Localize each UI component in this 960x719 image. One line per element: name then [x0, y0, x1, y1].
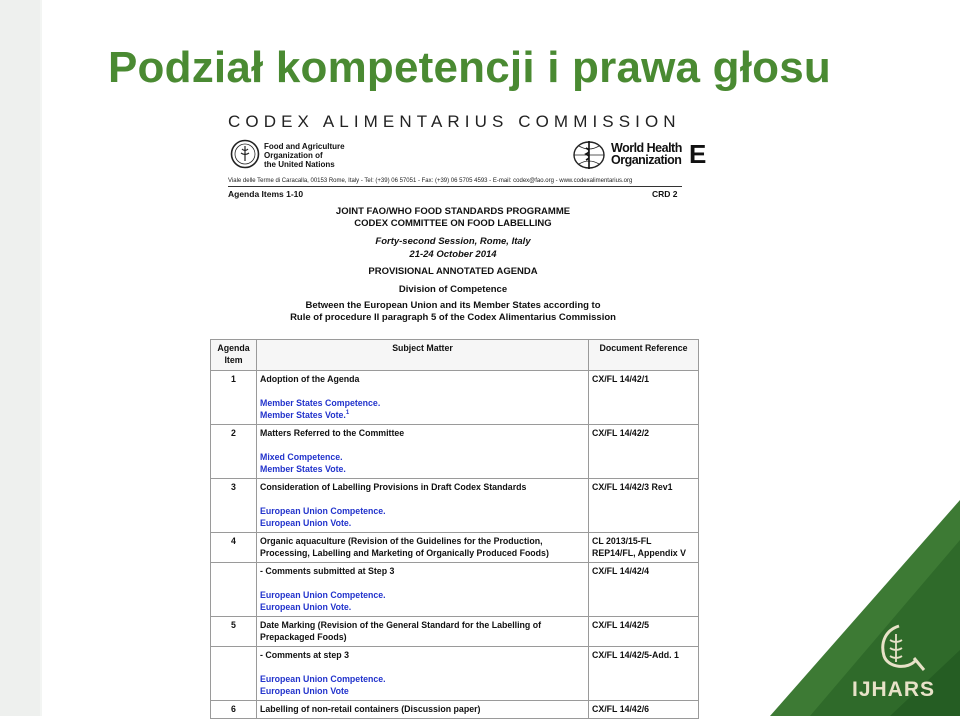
- header-agenda-item: Agenda Item: [211, 340, 257, 371]
- vote-text: European Union Vote.: [260, 602, 352, 612]
- item-number: 6: [211, 701, 257, 719]
- item-number: 3: [211, 479, 257, 533]
- reference-cell: CX/FL 14/42/3 Rev1: [589, 479, 699, 533]
- subject-cell: Labelling of non-retail containers (Discussion paper): [257, 701, 589, 719]
- table-row: [211, 617, 699, 647]
- table-row: [211, 533, 699, 563]
- competence-text: European Union Competence.: [260, 590, 386, 600]
- competence-text: Member States Competence.: [260, 398, 381, 408]
- subject-cell: Organic aquaculture (Revision of the Guidelines for the Production, Processing, Labelling and Marketing of Organically Produced Foods): [257, 533, 589, 563]
- programme-line: JOINT FAO/WHO FOOD STANDARDS PROGRAMME: [335, 206, 571, 217]
- subject-cell: - Comments submitted at Step 3 European Union Competence. European Union Vote.: [257, 563, 589, 617]
- subject-cell: Date Marking (Revision of the General Standard for the Labelling of Prepackaged Foods): [257, 617, 589, 647]
- competence-text: European Union Competence.: [260, 674, 386, 684]
- item-number: 5: [211, 617, 257, 647]
- reference-cell: CX/FL 14/42/2: [589, 425, 699, 479]
- fao-name: Food and Agriculture Organization of the United Nations: [264, 142, 345, 169]
- subject-cell: Adoption of the Agenda Member States Competence. Member States Vote.$^1$: [257, 371, 589, 425]
- background-stripe: [0, 0, 40, 716]
- table-row: [211, 371, 699, 425]
- vote-text: Member States Vote.$^1$: [260, 410, 350, 420]
- table-row: [211, 425, 699, 479]
- slide-title: Podział kompetencji i prawa głosu: [108, 43, 831, 92]
- reference-cell: CL 2013/15-FL REP14/FL, Appendix V: [589, 533, 699, 563]
- vote-text: European Union Vote.: [260, 518, 352, 528]
- table-header-row: [211, 340, 699, 371]
- table-row: [211, 479, 699, 533]
- vote-text: Member States Vote.: [260, 464, 346, 474]
- address-line: Viale delle Terme di Caracalla, 00153 Rome, Italy - Tel: (+39) 06 57051 - Fax: (+39) 06 5705 4593 - E-mail: codex@fao.org - www.codexalimentarius.org: [228, 178, 633, 184]
- reference-cell: CX/FL 14/42/1: [589, 371, 699, 425]
- item-number: [211, 563, 257, 617]
- session-line: Forty-second Session, Rome, Italy: [375, 236, 531, 247]
- table-row: [211, 701, 699, 719]
- ijhars-emblem-icon: [868, 622, 930, 674]
- item-number: 2: [211, 425, 257, 479]
- dates-line: 21-24 October 2014: [409, 249, 497, 260]
- reference-cell: CX/FL 14/42/5-Add. 1: [589, 647, 699, 701]
- competence-text: Mixed Competence.: [260, 452, 343, 462]
- language-code: E: [689, 139, 707, 169]
- background-stripe: [40, 0, 42, 716]
- item-number: 4: [211, 533, 257, 563]
- header-subject-matter: Subject Matter: [257, 340, 589, 371]
- subject-cell: Consideration of Labelling Provisions in Draft Codex Standards European Union Competence. European Union Vote.: [257, 479, 589, 533]
- fao-logo-icon: [230, 139, 260, 169]
- vote-text: European Union Vote: [260, 686, 349, 696]
- agenda-items-label: Agenda Items 1-10: [228, 189, 304, 199]
- division-title: Division of Competence: [398, 284, 508, 295]
- subject-cell: Matters Referred to the Committee Mixed Competence. Member States Vote.: [257, 425, 589, 479]
- table-row: [211, 563, 699, 617]
- competence-text: European Union Competence.: [260, 506, 386, 516]
- divider: [228, 186, 682, 187]
- reference-cell: CX/FL 14/42/6: [589, 701, 699, 719]
- header-document-reference: Document Reference: [589, 340, 699, 371]
- table-row: [211, 647, 699, 701]
- scanned-document: [208, 106, 707, 716]
- reference-cell: CX/FL 14/42/5: [589, 617, 699, 647]
- who-name: World Health Organization: [611, 141, 682, 167]
- ijhars-logo-text: IJHARS: [852, 678, 936, 701]
- crd-label: CRD 2: [652, 189, 678, 199]
- between-line: Between the European Union and its Member States according to: [305, 300, 601, 311]
- reference-cell: CX/FL 14/42/4: [589, 563, 699, 617]
- who-logo-icon: [570, 138, 608, 172]
- committee-line: CODEX COMMITTEE ON FOOD LABELLING: [354, 218, 552, 229]
- item-number: 1: [211, 371, 257, 425]
- item-number: [211, 647, 257, 701]
- subject-cell: - Comments at step 3 European Union Competence. European Union Vote: [257, 647, 589, 701]
- agenda-title: PROVISIONAL ANNOTATED AGENDA: [368, 266, 538, 277]
- codex-banner: CODEX ALIMENTARIUS COMMISSION: [228, 112, 681, 131]
- agenda-table: [210, 339, 699, 719]
- rule-line: Rule of procedure II paragraph 5 of the Codex Alimentarius Commission: [290, 312, 616, 323]
